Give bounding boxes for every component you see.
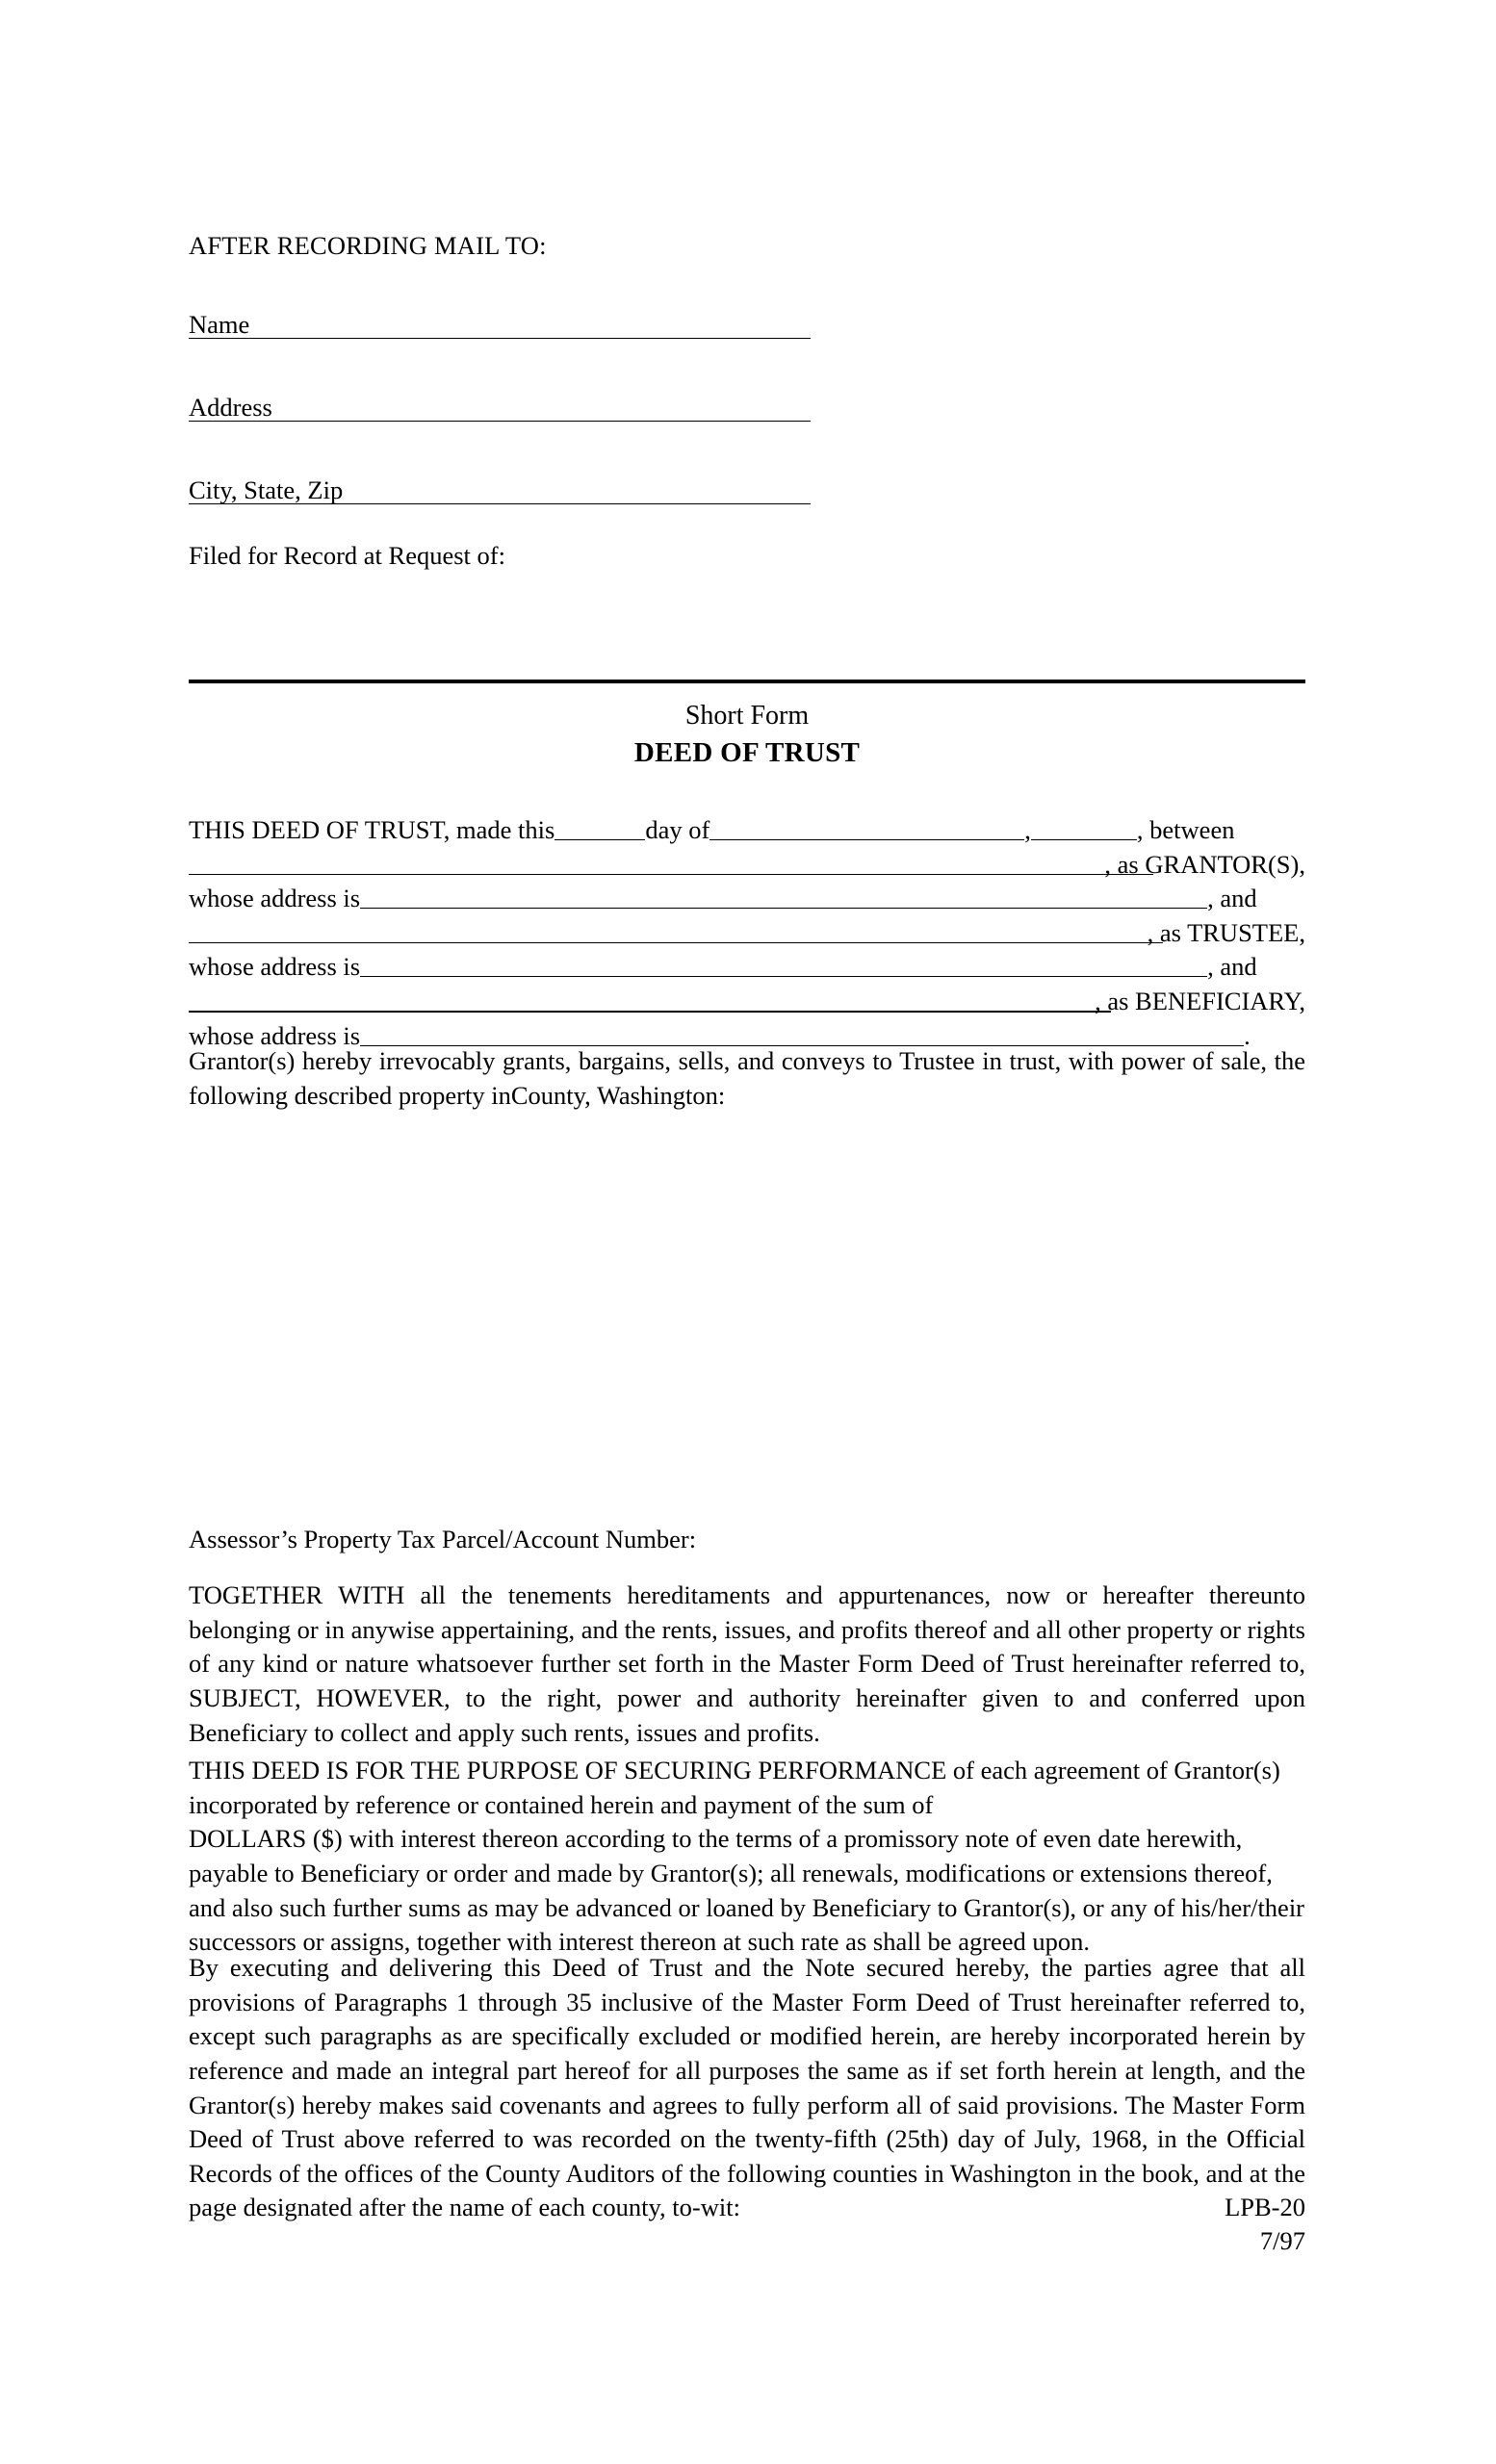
grantor-address-blank[interactable] (360, 886, 1207, 909)
parties-line-beneficiary (189, 985, 1305, 1019)
beneficiary-address-blank[interactable] (360, 1024, 1244, 1046)
day-of-label: day of (645, 815, 710, 844)
header-divider (189, 680, 1305, 683)
grantor-address-tail: , and (1207, 884, 1257, 913)
granting-clause-text-after: County, Washington: (510, 1080, 726, 1110)
grantor-address-label: whose address is (189, 884, 361, 913)
trustee-blank[interactable] (189, 942, 1163, 944)
name-field[interactable] (189, 306, 811, 339)
document-title-block (189, 699, 1305, 771)
beneficiary-address-label: whose address is (189, 1020, 361, 1050)
filed-for-record-label: Filed for Record at Request of: (189, 541, 505, 570)
name-field-label: Name (189, 309, 250, 339)
securing-text-part2: DOLLARS ($ (189, 1824, 334, 1854)
trustee-address-tail: , and (1207, 952, 1257, 982)
granting-clause-text-before: Grantor(s) hereby irrevocably grants, bargains, sells, and conveys to Trustee in trust, with power of sale, the following described property in (189, 1046, 1305, 1110)
between-label: , between (1136, 815, 1235, 844)
securing-performance-paragraph (189, 1754, 1305, 1960)
parties-line-trustee-address (189, 950, 1305, 985)
city-state-zip-field[interactable] (189, 472, 811, 504)
parties-line-date: THIS DEED OF TRUST, made this day of , , between (189, 815, 1235, 844)
parties-line-grantor (189, 848, 1305, 883)
by-executing-paragraph: By executing and delivering this Deed of Trust and the Note secured hereby, the parties agree that all provisions of Paragraphs 1 through 35 inclusive of the Master Form Deed of Trust hereinafter referred to, except such paragraphs as are specifically excluded or modified herein, are hereby incorporated herein by reference and made an integral part hereof for all purposes the same as if set forth herein at length, and the Grantor(s) hereby makes said covenants and agrees to fully perform all of said provisions. The Master Form Deed of Trust above referred to was recorded on the twenty-fifth (25th) day of July, 1968, in the Official Records of the offices of the County Auditors of the following counties in Washington in the book, and at the page designated after the name of each county, to-wit: (189, 1953, 1305, 2222)
parties-line-trustee (189, 916, 1305, 951)
city-state-zip-field-label: City, State, Zip (189, 475, 344, 504)
month-blank[interactable] (709, 818, 1024, 840)
trustee-label: , as TRUSTEE, (1147, 917, 1305, 947)
beneficiary-label: , as BENEFICIARY, (1095, 987, 1305, 1016)
trustee-address-label: whose address is (189, 952, 361, 982)
assessor-parcel-label: Assessor’s Property Tax Parcel/Account Number: (189, 1525, 697, 1553)
grantor-label: , as GRANTOR(S), (1104, 849, 1305, 879)
page-title: DEED OF TRUST (633, 736, 861, 768)
grantor-blank[interactable] (189, 874, 1153, 876)
beneficiary-address-tail: . (1244, 1020, 1251, 1050)
parties-line-grantor-address (189, 882, 1305, 916)
deed-made-this-label: THIS DEED OF TRUST, made this (189, 815, 555, 844)
form-number: LPB-20 (1225, 2193, 1305, 2221)
address-field[interactable] (189, 389, 811, 422)
year-blank[interactable] (1031, 818, 1137, 840)
beneficiary-blank[interactable] (189, 1011, 1111, 1013)
securing-text-part1: THIS DEED IS FOR THE PURPOSE OF SECURING PERFORMANCE of each agreement of Grantor(s) incorporated by reference or contained herein and payment of the sum of (189, 1756, 1280, 1819)
securing-text-part3: ) with interest thereon according to the terms of a promissory note of even date herewith, payable to Beneficiary or order and made by Grantor(s); all renewals, modifications or extensions thereof, and also such further sums as may be advanced or loaned by Beneficiary to Grantor(s), or any of his/her/their successors or assigns, together with interest thereon at such rate as shall be agreed upon. (189, 1824, 1304, 1957)
document-subtitle: Short Form (684, 701, 810, 731)
day-blank[interactable] (555, 818, 645, 840)
form-footer (189, 2191, 1305, 2258)
together-with-paragraph: TOGETHER WITH all the tenements hereditaments and appurtenances, now or hereafter thereunto belonging or in anywise appertaining, and the rents, issues, and profits thereof and all other property or rights of any kind or nature whatsoever further set forth in the Master Form Deed of Trust hereinafter referred to, SUBJECT, HOWEVER, to the right, power and authority hereinafter given to and conferred upon Beneficiary to collect and apply such rents, issues and profits. (189, 1580, 1305, 1747)
trustee-address-blank[interactable] (360, 955, 1207, 977)
parties-block (189, 813, 1305, 1053)
granting-clause (189, 1044, 1305, 1113)
after-recording-heading: AFTER RECORDING MAIL TO: (189, 231, 547, 260)
form-revision-date: 7/97 (1259, 2225, 1305, 2255)
address-field-label: Address (189, 392, 272, 422)
